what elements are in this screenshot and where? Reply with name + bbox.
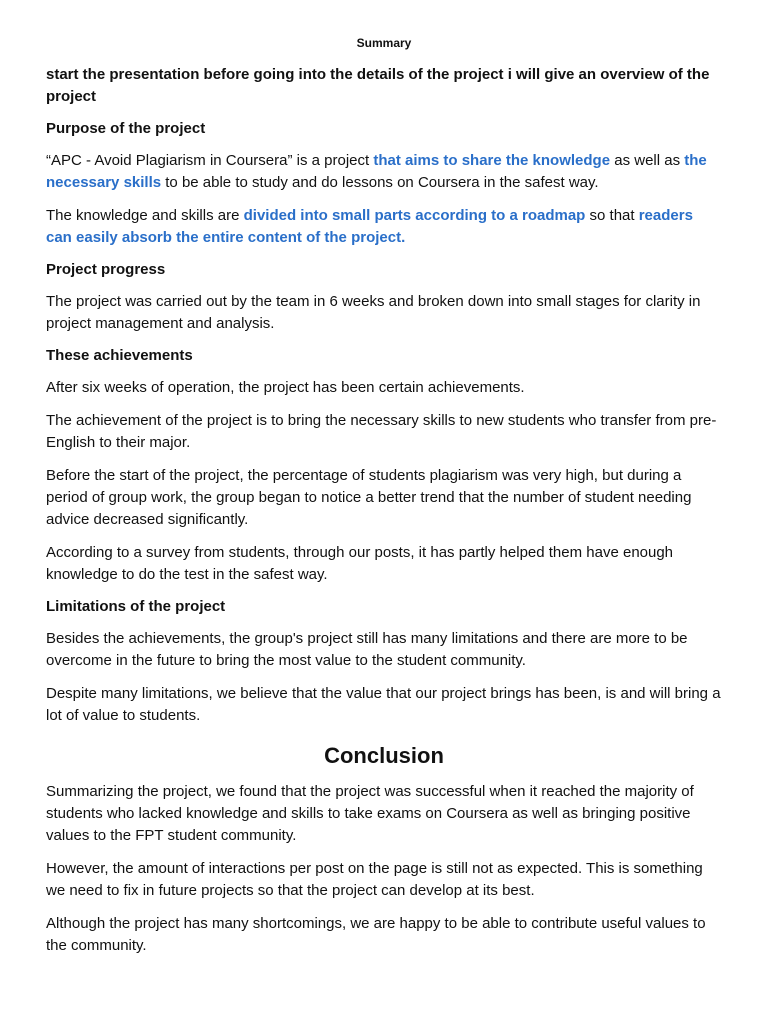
highlighted-text: the necessary skills (46, 152, 707, 191)
purpose-paragraph-2 (46, 205, 722, 249)
limitations-paragraph-2: Despite many limitations, we believe that the value that our project brings has been, is and will bring a lot of value to students. (46, 685, 721, 724)
highlighted-text: divided into small parts according to a roadmap (243, 207, 586, 224)
highlighted-text: readers can easily absorb the entire content of the project. (46, 207, 693, 246)
text-segment: as well as (610, 152, 685, 169)
highlighted-text: that aims to share the knowledge (373, 152, 611, 169)
achievements-paragraph-3: Before the start of the project, the percentage of students plagiarism was very high, but during a period of group work, the group began to notice a better trend that the number of student needing advice decreased significantly. (46, 467, 692, 528)
text-segment: so that (585, 207, 639, 224)
achievements-paragraph-2: The achievement of the project is to bring the necessary skills to new students who transfer from pre-English to their major. (46, 412, 717, 451)
achievements-paragraph-1: After six weeks of operation, the project has been certain achievements. (46, 379, 525, 396)
conclusion-paragraph-1: Summarizing the project, we found that the project was successful when it reached the majority of students who lacked knowledge and skills to take exams on Coursera as well as bringing positive values to the FPT student community. (46, 783, 694, 844)
conclusion-heading: Conclusion (324, 743, 444, 768)
limitations-heading: Limitations of the project (46, 598, 226, 615)
document-title: Summary (356, 36, 412, 50)
intro-text: start the presentation before going into the details of the project i will give an overview of the project (46, 66, 710, 105)
progress-paragraph-1: The project was carried out by the team in 6 weeks and broken down into small stages for clarity in project management and analysis. (46, 293, 701, 332)
achievements-paragraph-4: According to a survey from students, through our posts, it has partly helped them have enough knowledge to do the test in the safest way. (46, 544, 674, 583)
progress-heading: Project progress (46, 261, 166, 278)
purpose-paragraph-1 (46, 150, 722, 194)
achievements-heading: These achievements (46, 347, 193, 364)
limitations-paragraph-1: Besides the achievements, the group's project still has many limitations and there are more to be overcome in the future to bring the most value to the student community. (46, 630, 688, 669)
conclusion-paragraph-2: However, the amount of interactions per post on the page is still not as expected. This is something we need to fix in future projects so that the project can develop at its best. (46, 860, 703, 899)
text-segment: “APC - Avoid Plagiarism in Coursera” is a project (46, 152, 374, 169)
text-segment: The knowledge and skills are (46, 207, 244, 224)
purpose-heading: Purpose of the project (46, 120, 206, 137)
text-segment: to be able to study and do lessons on Coursera in the safest way. (161, 174, 599, 191)
conclusion-paragraph-3: Although the project has many shortcomings, we are happy to be able to contribute useful values to the community. (46, 915, 706, 954)
